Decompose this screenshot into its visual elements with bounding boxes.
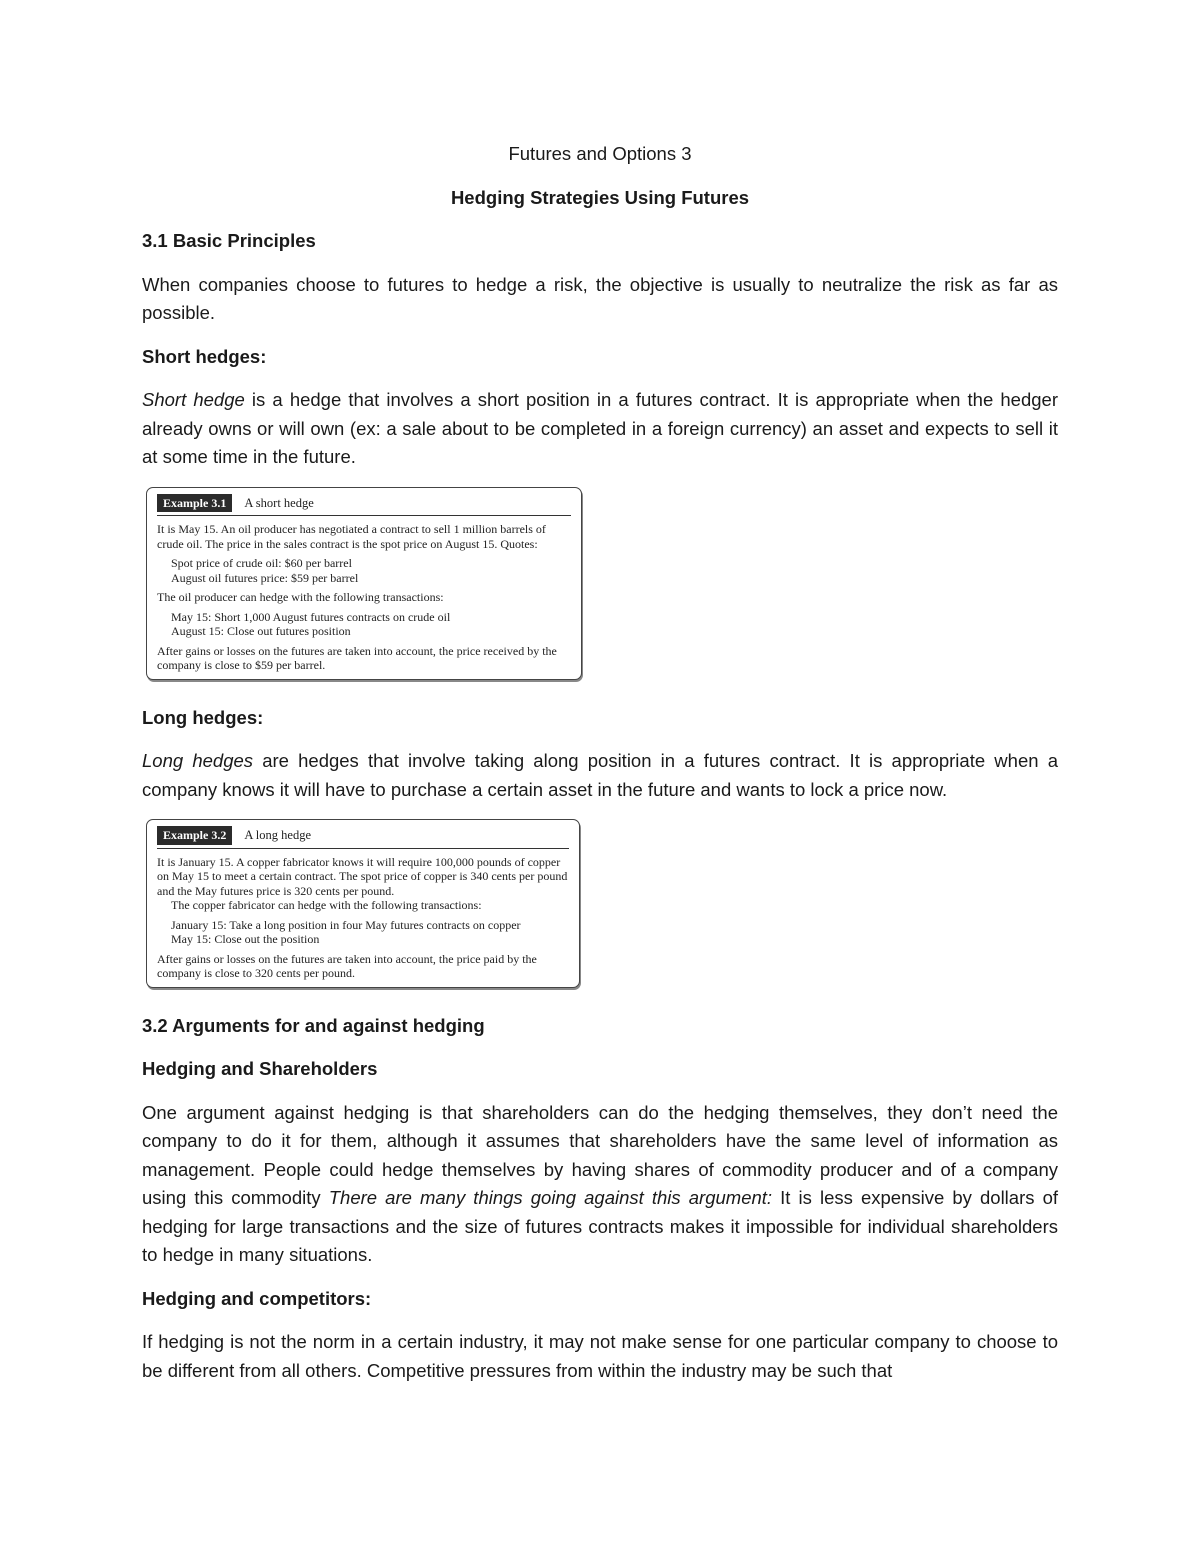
example-text: After gains or losses on the futures are taken into account, the price received by the company is close to $59 per barrel. bbox=[157, 643, 557, 672]
document-title: Futures and Options 3 bbox=[508, 143, 692, 164]
short-hedge-term: Short hedge bbox=[142, 389, 245, 410]
example-text: The copper fabricator can hedge with the following transactions: bbox=[171, 898, 482, 912]
example-header bbox=[157, 494, 571, 517]
shareholders-emphasis: There are many things going against this argument: bbox=[328, 1187, 773, 1208]
long-hedges-heading: Long hedges: bbox=[142, 706, 264, 728]
example-quote: August oil futures price: $59 per barrel bbox=[171, 570, 359, 585]
example-transaction: May 15: Short 1,000 August futures contracts on crude oil bbox=[171, 609, 451, 624]
short-hedges-heading: Short hedges: bbox=[142, 345, 267, 367]
document-subtitle: Hedging Strategies Using Futures bbox=[450, 186, 750, 208]
section-heading-3-2: 3.2 Arguments for and against hedging bbox=[142, 1014, 485, 1036]
example-3-1-box bbox=[146, 487, 582, 680]
example-transaction: August 15: Close out futures position bbox=[171, 624, 351, 638]
document-page bbox=[142, 140, 1058, 1400]
competitors-heading: Hedging and competitors: bbox=[142, 1287, 372, 1309]
example-tag: Example 3.2 bbox=[157, 826, 232, 845]
long-hedge-paragraph bbox=[142, 747, 1058, 804]
shareholders-text: One argument against hedging is that shareholders can do the hedging themselves, they don’t need the company to do it for them, although it assumes that shareholders have the same level of information as management. People could hedge themselves by having shares of commodity producer and of a company using this commodity bbox=[142, 1101, 1058, 1208]
example-name: A short hedge bbox=[244, 495, 314, 510]
short-hedge-text: is a hedge that involves a short position in a futures contract. It is appropriate when the hedger already owns or will own (ex: a sale about to be completed in a foreign currency) an asset and expects to sell it at some time in the future. bbox=[142, 389, 1058, 467]
section-heading-3-1: 3.1 Basic Principles bbox=[142, 230, 316, 251]
example-text: It is January 15. A copper fabricator knows it will require 100,000 pounds of copper on May 15 to meet a certain contract. The spot price of copper is 340 cents per pound and the May futures price is 320 cents per pound. bbox=[157, 854, 568, 898]
shareholders-text: It is less expensive by dollars of hedging for large transactions and the size of futures contracts makes it impossible for individual shareholders to hedge in many situations. bbox=[142, 1187, 1059, 1265]
shareholders-paragraph bbox=[142, 1099, 1058, 1270]
example-3-2-box bbox=[146, 819, 580, 988]
example-header bbox=[157, 826, 569, 849]
example-quote: Spot price of crude oil: $60 per barrel bbox=[171, 556, 352, 570]
competitors-paragraph: If hedging is not the norm in a certain industry, it may not make sense for one particular company to choose to be different from all others. Competitive pressures from within the industry may be such that bbox=[142, 1331, 1058, 1381]
example-tag: Example 3.1 bbox=[157, 494, 232, 513]
example-text: After gains or losses on the futures are taken into account, the price paid by the company is close to 320 cents per pound. bbox=[157, 951, 537, 980]
short-hedge-paragraph bbox=[142, 386, 1058, 472]
example-text: The oil producer can hedge with the following transactions: bbox=[157, 590, 444, 604]
shareholders-heading: Hedging and Shareholders bbox=[142, 1058, 378, 1079]
long-hedge-text: are hedges that involve taking along position in a futures contract. It is appropriate when a company knows it will have to purchase a certain asset in the future and wants to lock a price now. bbox=[142, 750, 1058, 800]
basic-principles-paragraph: When companies choose to futures to hedge a risk, the objective is usually to neutralize the risk as far as possible. bbox=[142, 273, 1058, 323]
example-transaction: January 15: Take a long position in four May futures contracts on copper bbox=[171, 917, 521, 932]
example-transaction: May 15: Close out the position bbox=[171, 932, 320, 946]
example-text: It is May 15. An oil producer has negotiated a contract to sell 1 million barrels of crude oil. The price in the sales contract is the spot price on August 15. Quotes: bbox=[157, 522, 546, 551]
long-hedge-term: Long hedges bbox=[142, 750, 254, 771]
example-name: A long hedge bbox=[244, 828, 312, 842]
